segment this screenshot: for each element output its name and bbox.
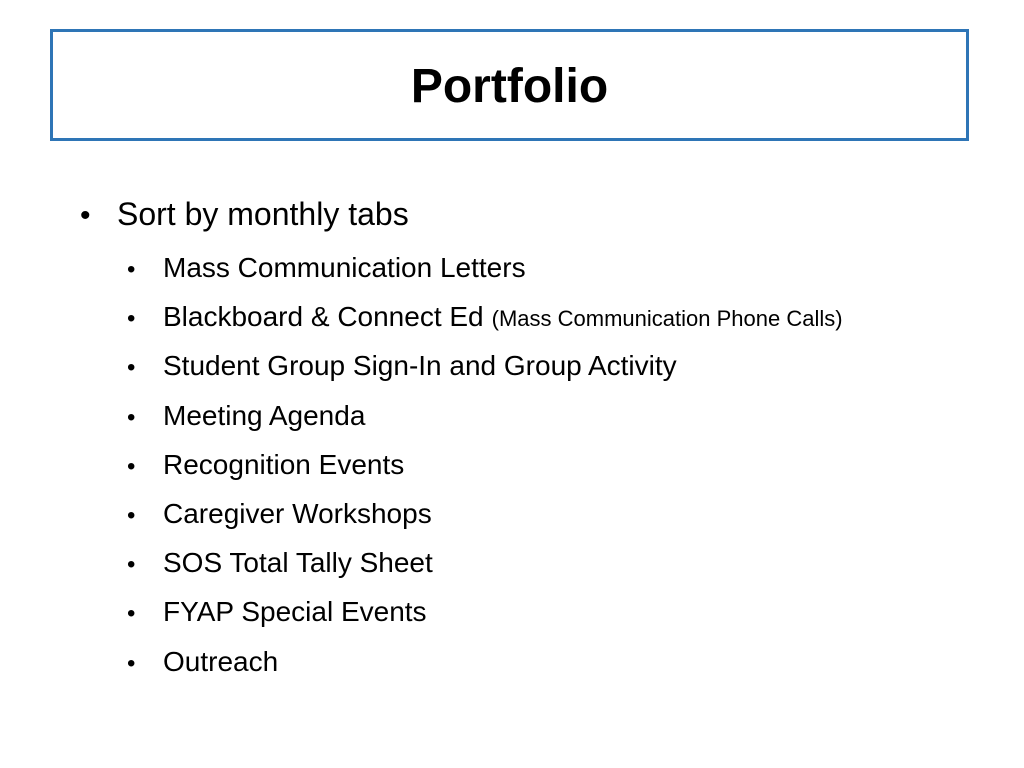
list-item-text: Mass Communication Letters [163,252,526,283]
list-item-text: Meeting Agenda [163,399,366,431]
list-item-text: SOS Total Tally Sheet [163,547,433,579]
bullet-icon: • [127,354,136,382]
list-item [127,496,843,545]
bullet-icon: • [127,256,136,283]
bullet-icon: • [127,305,136,333]
bullet-icon: • [127,501,136,529]
list-item-text: Caregiver Workshops [163,497,432,529]
bullet-icon: • [127,403,136,431]
list-item-text: Blackboard & Connect Ed [163,301,484,333]
bullet-icon: • [127,600,136,628]
list-item [127,348,843,397]
slide-title: Portfolio [410,59,609,113]
list-item [127,299,843,348]
list-item [127,594,843,643]
main-bullet [80,192,409,238]
bullet-icon: • [127,649,136,677]
bullet-icon: • [127,551,136,579]
list-item-text: Recognition Events [163,448,405,480]
list-item-text: Outreach [163,645,279,677]
bullet-icon: • [127,452,136,480]
list-item [127,447,843,496]
list-item-text: FYAP Special Events [163,596,427,628]
sub-bullet-list [127,250,843,693]
list-item [127,398,843,447]
main-bullet-text: Sort by monthly tabs [117,196,409,232]
list-item [127,250,843,299]
list-item-text: Student Group Sign-In and Group Activity [163,350,677,382]
list-item [127,545,843,594]
title-box [50,29,969,141]
bullet-icon: • [80,199,91,232]
list-item [127,644,843,693]
list-item-note: (Mass Communication Phone Calls) [491,306,843,332]
